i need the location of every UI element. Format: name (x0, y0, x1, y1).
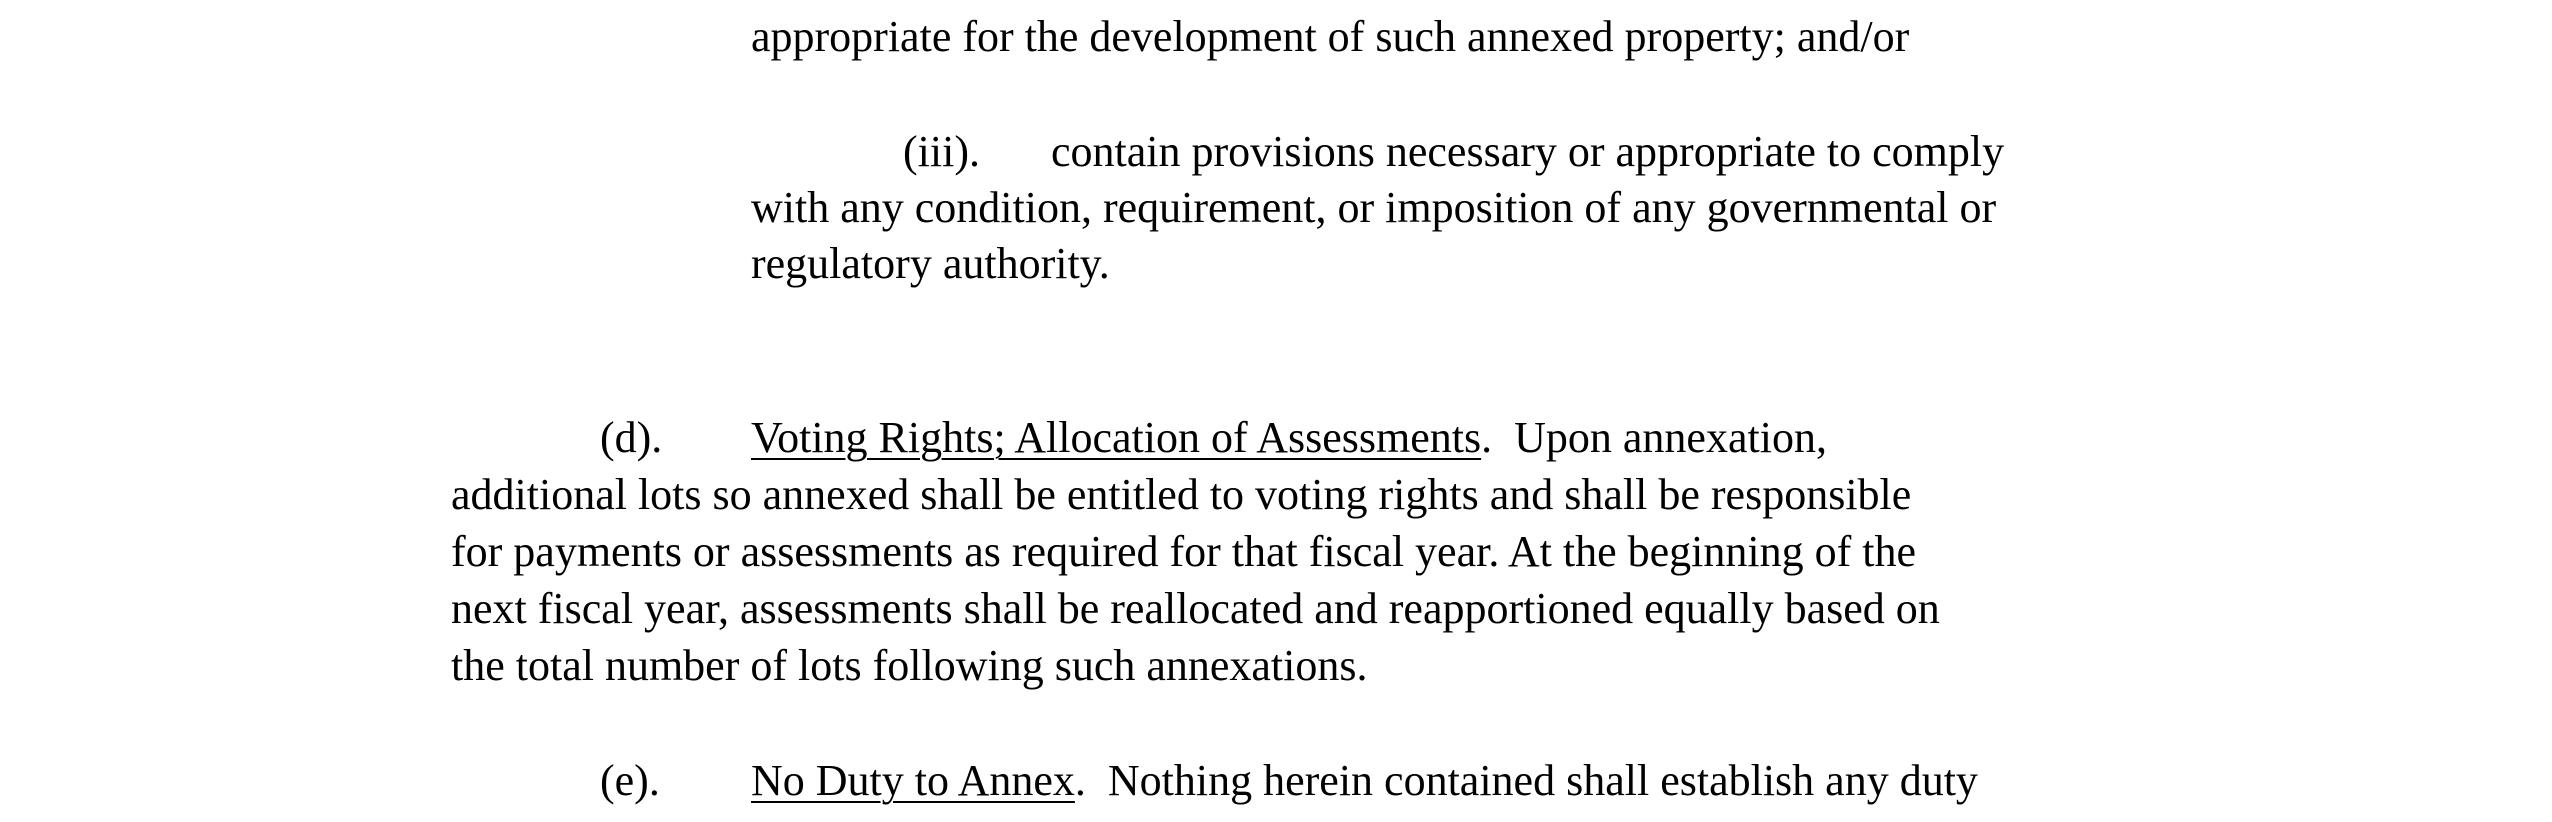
paragraph-line: contain provisions necessary or appropriate to comply (1051, 127, 2005, 176)
item-marker: (iii). (903, 127, 980, 176)
section-heading: No Duty to Annex (751, 756, 1075, 805)
heading-punctuation: . (1074, 756, 1086, 805)
paragraph-line: the total number of lots following such annexations. (451, 641, 1368, 690)
paragraph-line: next fiscal year, assessments shall be reallocated and reapportioned equally based on (451, 584, 1940, 633)
section-heading-line (751, 752, 1978, 809)
paragraph-line: appropriate for the development of such annexed property; and/or (751, 12, 1910, 61)
section-heading: Voting Rights; Allocation of Assessments (751, 413, 1482, 462)
paragraph-text: Upon annexation, (1514, 413, 1827, 462)
paragraph-text: Nothing herein contained shall establish any duty (1107, 756, 1978, 805)
paragraph-line: with any condition, requirement, or imposition of any governmental or (751, 183, 1997, 232)
paragraph-line: regulatory authority. (751, 239, 1110, 288)
paragraph-line: additional lots so annexed shall be entitled to voting rights and shall be responsible (451, 470, 1912, 519)
section-marker: (e). (600, 756, 660, 805)
paragraph-line: for payments or assessments as required for that fiscal year. At the beginning of the (451, 527, 1917, 576)
heading-punctuation: . (1481, 413, 1493, 462)
section-heading-line (751, 409, 1827, 466)
section-marker: (d). (600, 413, 663, 462)
